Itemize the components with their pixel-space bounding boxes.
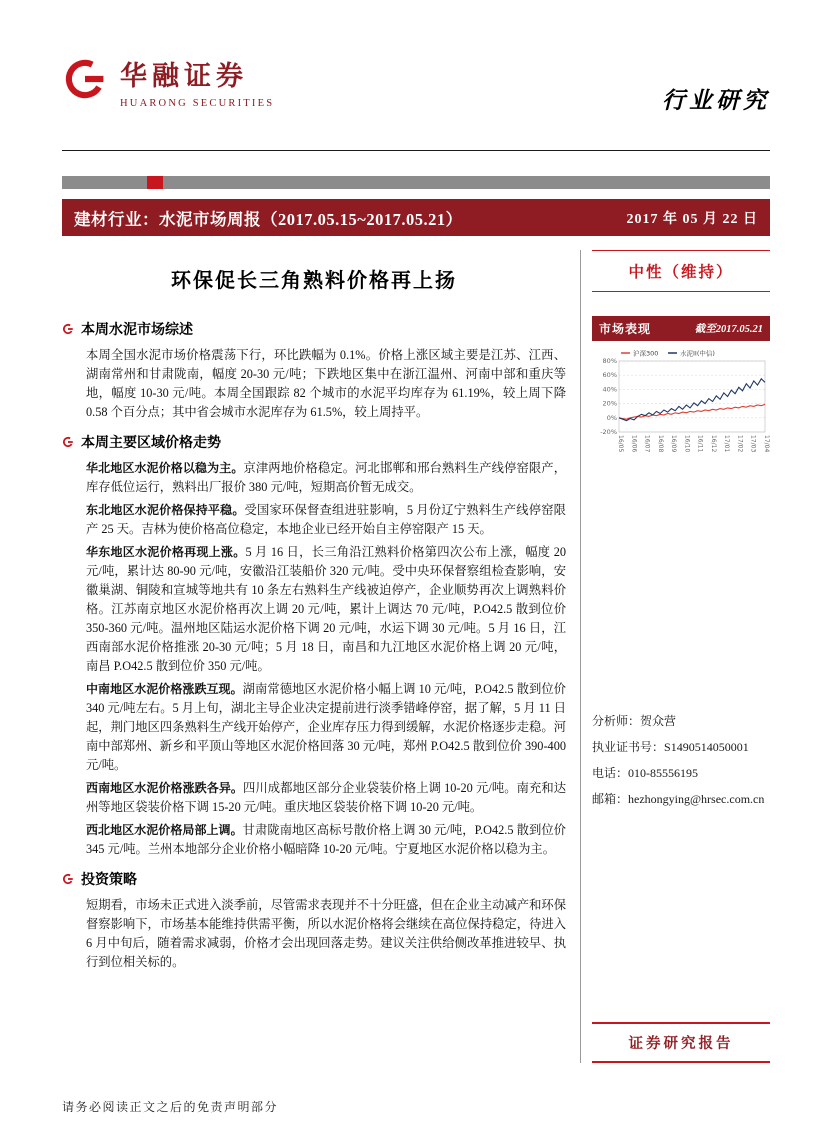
- section-heading: [62, 319, 566, 339]
- brand-logo: [62, 48, 274, 115]
- section-title: 投资策略: [81, 873, 137, 888]
- paragraph-lead: 华北地区水泥价格以稳为主。: [86, 461, 244, 475]
- section-body: [86, 346, 566, 422]
- analyst-line-label: 电话：: [592, 766, 629, 780]
- brand-name-cn: 华融证券: [120, 61, 248, 91]
- paragraph-lead: 中南地区水泥价格涨跌互现。: [86, 682, 243, 696]
- paragraph: 华东地区水泥价格再现上涨。5 月 16 日，长三角沿江熟料价格第四次公布上涨，幅度 20 元/吨，累计达 80-90 元/吨，安徽沿江装船价 320 元/吨。受中央环保督察组检查影响，安徽巢湖、铜陵和宣城等地共有 10 条左右熟料生产线被迫停产，企业顺势再次上调熟料价格。江苏南京地区水泥价格再次上调 20 元/吨，累计上调达 70 元/吨，P.O42.5 散到位价 350-360 元/吨。温州地区陆运水泥价格下调 20 元/吨，水运下调 30 元/吨。5 月 16 日，江西南部水泥价格推涨 20-30 元/吨；5 月 18 日，南昌和九江地区水泥价格上调 20 元/吨，南昌 P.O42.5 散到位价 350 元/吨。: [86, 545, 566, 673]
- huarong-mark-icon: [62, 873, 74, 885]
- analyst-line-label: 邮箱：: [592, 792, 629, 806]
- svg-text:16/06: 16/06: [630, 435, 638, 453]
- report-section: [62, 869, 566, 972]
- analyst-line-value: 010-85556195: [628, 766, 699, 780]
- huarong-logo-icon: [62, 56, 108, 107]
- report-type-bar: 证券研究报告: [592, 1022, 770, 1063]
- analyst-line-label: 执业证书号：: [592, 740, 665, 754]
- paragraph-lead: 西南地区水泥价格涨跌各异。: [86, 781, 243, 795]
- market-chart: [592, 344, 770, 475]
- huarong-mark-icon: [62, 436, 74, 448]
- svg-text:40%: 40%: [602, 385, 617, 394]
- section-title: 本周水泥市场综述: [81, 323, 193, 338]
- decorative-red-chip: [147, 176, 163, 189]
- decorative-bar: [62, 176, 770, 189]
- svg-text:16/09: 16/09: [670, 435, 678, 453]
- analyst-line: [592, 786, 770, 812]
- brand-name-en: HUARONG SECURITIES: [120, 98, 275, 109]
- column-divider: [580, 250, 581, 1063]
- svg-text:16/12: 16/12: [709, 435, 717, 453]
- svg-text:17/01: 17/01: [723, 435, 731, 453]
- report-section: [62, 319, 566, 422]
- section-title: 本周主要区域价格走势: [81, 436, 221, 451]
- analyst-line: [592, 708, 770, 734]
- analyst-line-value: hezhongying@hrsec.com.cn: [628, 792, 765, 806]
- svg-text:80%: 80%: [602, 357, 617, 365]
- paragraph: 短期看，市场未正式进入淡季前，尽管需求表现并不十分旺盛，但在企业主动减产和环保督察影响下，市场基本能维持供需平衡，所以水泥价格将会继续在高位保持稳定，待进入 6 月中旬后，随着需求减弱，价格才会出现回落走势。建议关注供给侧改革推进较早、执行到位相关标的。: [86, 898, 566, 969]
- analyst-line: [592, 760, 770, 786]
- analyst-line-value: S1490514050001: [664, 740, 749, 754]
- header: [62, 48, 770, 115]
- header-rule: [62, 150, 770, 151]
- analyst-line-value: 贺众营: [640, 714, 677, 728]
- paragraph: 本周全国水泥市场价格震荡下行，环比跌幅为 0.1%。价格上涨区域主要是江苏、江西、湖南常州和甘肃陇南，幅度 20-30 元/吨；下跌地区集中在浙江温州、河南中部和重庆等地，幅度 10-30 元/吨。本周全国跟踪 82 个城市的水泥平均库存为 61.19%，较上周下降 0.58 个百分点；其中省会城市水泥库存为 61.5%，较上周持平。: [86, 348, 566, 419]
- svg-text:-20%: -20%: [600, 428, 617, 436]
- disclaimer-note: 请务必阅读正文之后的免责声明部分: [62, 1100, 279, 1114]
- svg-text:17/03: 17/03: [749, 435, 757, 453]
- huarong-mark-icon: [62, 323, 74, 335]
- rating-badge: 中性（维持）: [592, 250, 770, 292]
- analyst-info: [592, 708, 770, 812]
- section-body: [86, 459, 566, 859]
- svg-text:16/07: 16/07: [643, 435, 651, 453]
- svg-text:17/04: 17/04: [763, 435, 770, 453]
- svg-text:0%: 0%: [606, 413, 617, 422]
- svg-text:17/02: 17/02: [736, 435, 744, 453]
- svg-text:16/10: 16/10: [683, 435, 691, 453]
- market-asof-label: 截至2017.05.21: [694, 324, 763, 335]
- market-chart-svg: [592, 344, 770, 470]
- svg-text:沪深300: 沪深300: [633, 349, 659, 358]
- svg-text:60%: 60%: [602, 371, 617, 380]
- svg-text:20%: 20%: [602, 399, 617, 408]
- sidebar: [592, 250, 770, 1063]
- analyst-line-label: 分析师：: [592, 714, 641, 728]
- market-performance-bar: [592, 316, 770, 341]
- svg-text:16/08: 16/08: [656, 435, 664, 453]
- paragraph-lead: 华东地区水泥价格再现上涨。: [86, 545, 246, 559]
- paragraph: 东北地区水泥价格保持平稳。受国家环保督查组进驻影响，5 月份辽宁熟料生产线停窑限产 25 天。吉林为使价格高位稳定，本地企业已经开始自主停窑限产 15 天。: [86, 503, 566, 536]
- analyst-line: [592, 734, 770, 760]
- report-date: 2017 年 05 月 22 日: [626, 211, 758, 227]
- market-performance-label: 市场表现: [599, 322, 652, 336]
- paragraph: 西北地区水泥价格局部上调。甘肃陇南地区高标号散价格上调 30 元/吨，P.O42.5 散到位价 345 元/吨。兰州本地部分企业价格小幅暗降 10-20 元/吨。宁夏地区水泥价格以稳为主。: [86, 823, 566, 856]
- svg-text:16/05: 16/05: [617, 435, 624, 453]
- paragraph: 中南地区水泥价格涨跌互现。湖南常德地区水泥价格小幅上调 10 元/吨，P.O42.5 散到位价 340 元/吨左右。5 月上旬，湖北主导企业决定提前进行淡季错峰停窑，据了解，5 月 11 日起，荆门地区四条熟料生产线开始停产，企业库存压力得到缓解，水泥价格逐步走稳。河南中部郑州、新乡和平顶山等地区水泥价格回落 30 元/吨，郑州 P.O42.5 散到位价 390-400 元/吨。: [86, 682, 566, 772]
- brand-text: [120, 54, 274, 109]
- svg-text:水泥II(中信): 水泥II(中信): [680, 349, 715, 358]
- paragraph: 华北地区水泥价格以稳为主。京津两地价格稳定。河北邯郸和邢台熟料生产线停窑限产，库存低位运行，熟料出厂报价 380 元/吨，短期高价暂无成交。: [86, 461, 566, 494]
- main-column: [62, 250, 566, 980]
- paragraph: 西南地区水泥价格涨跌各异。四川成都地区部分企业袋装价格上调 10-20 元/吨。南充和达州等地区袋装价格下调 15-20 元/吨。重庆地区袋装价格下调 10-20 元/吨。: [86, 781, 566, 814]
- section-heading: [62, 869, 566, 889]
- doc-type-label: 行业研究: [662, 88, 770, 113]
- svg-text:16/11: 16/11: [696, 435, 704, 453]
- report-title: 建材行业：水泥市场周报（2017.05.15~2017.05.21）: [74, 209, 463, 229]
- report-title-bar: [62, 199, 770, 236]
- section-body: [86, 896, 566, 972]
- report-section: [62, 432, 566, 859]
- report-sections: [62, 319, 566, 972]
- paragraph-lead: 西北地区水泥价格局部上调。: [86, 823, 243, 837]
- headline: 环保促长三角熟料价格再上扬: [171, 270, 457, 292]
- section-heading: [62, 432, 566, 452]
- paragraph-lead: 东北地区水泥价格保持平稳。: [86, 503, 245, 517]
